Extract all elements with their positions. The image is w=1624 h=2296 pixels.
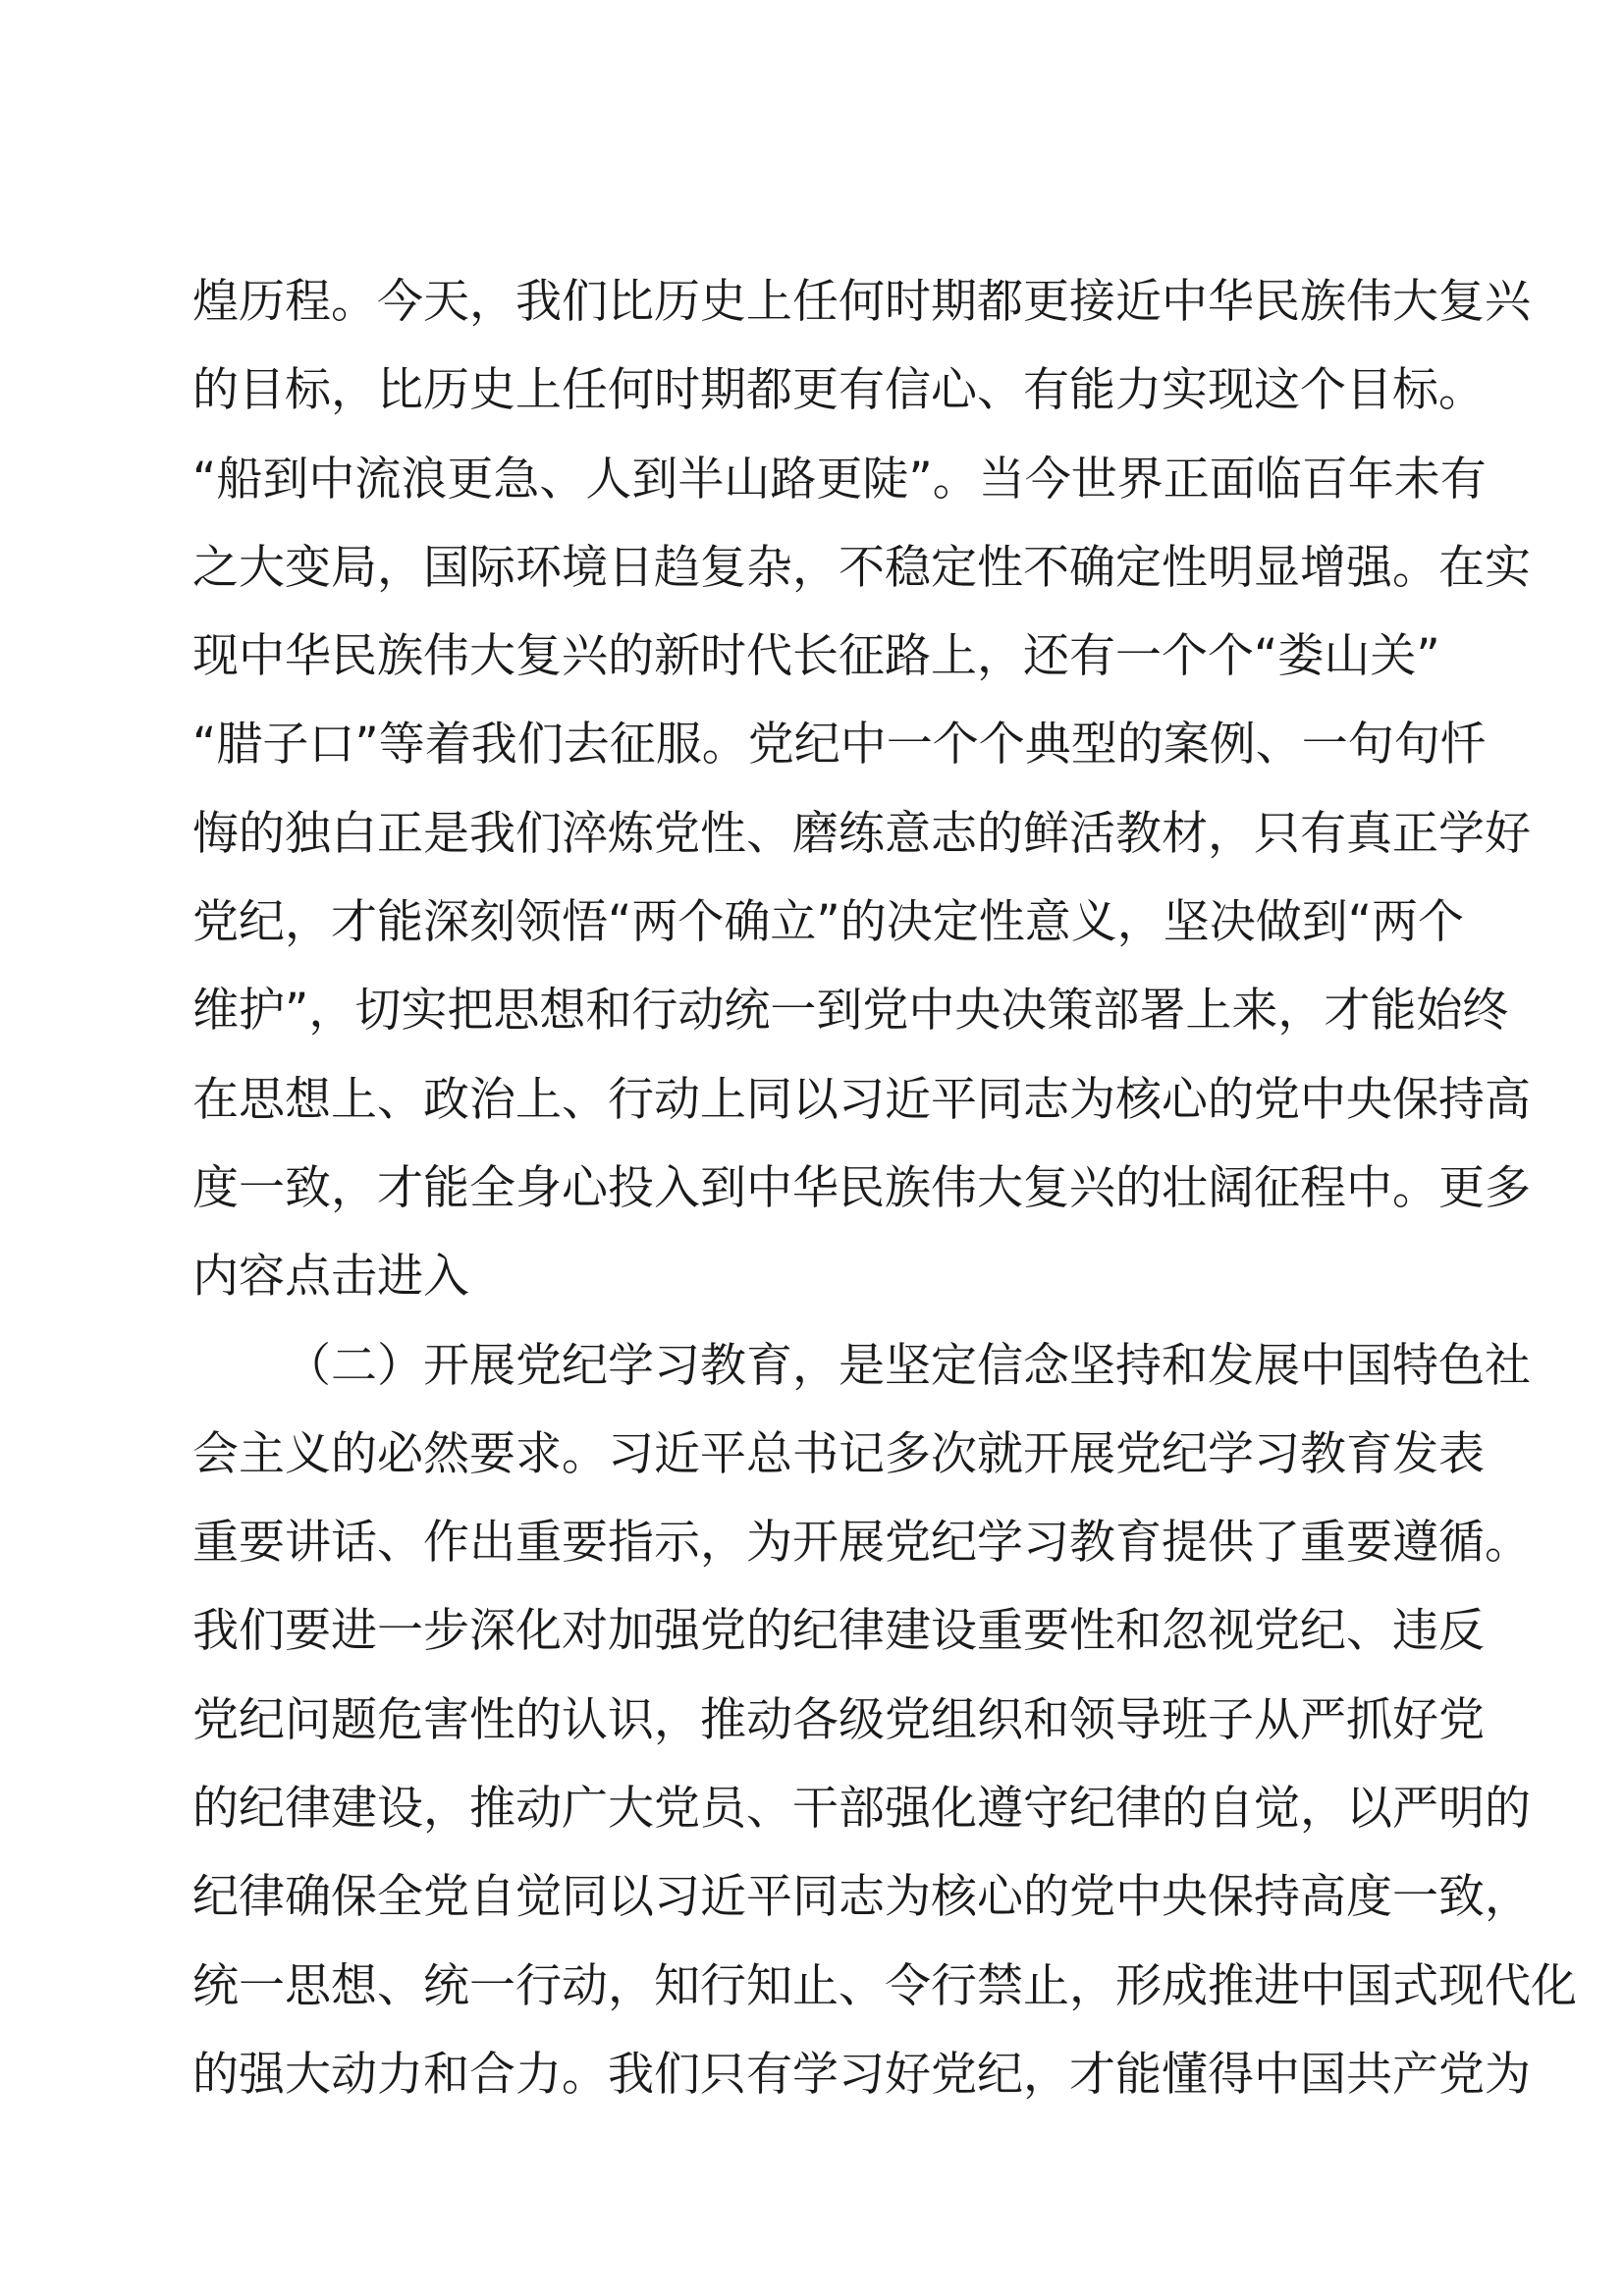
text-line: （二）开展党纪学习教育，是坚定信念坚持和发展中国特色社 (285, 1338, 1531, 1393)
text-line: 内容点击进入 (192, 1250, 469, 1305)
text-line: 的强大动力和合力。我们只有学习好党纪，才能懂得中国共产党为 (192, 2047, 1531, 2102)
text-line: 我们要进一步深化对加强党的纪律建设重要性和忽视党纪、违反 (192, 1604, 1485, 1659)
body-text (192, 258, 1577, 2119)
text-line: 党纪问题危害性的认识，推动各级党组织和领导班子从严抓好党 (192, 1692, 1485, 1747)
text-line: “腊子口”等着我们去征服。党纪中一个个典型的案例、一句句忏 (192, 718, 1487, 773)
text-line: “船到中流浪更急、人到半山路更陡”。当今世界正面临百年未有 (192, 452, 1487, 507)
text-line: 度一致，才能全身心投入到中华民族伟大复兴的壮阔征程中。更多 (192, 1160, 1531, 1215)
text-line: 党纪，才能深刻领悟“两个确立”的决定性意义，坚决做到“两个 (192, 895, 1465, 950)
text-line: 纪律确保全党自觉同以习近平同志为核心的党中央保持高度一致， (192, 1870, 1531, 1925)
text-line: 现中华民族伟大复兴的新时代长征路上，还有一个个“娄山关” (192, 629, 1440, 684)
text-line: 统一思想、统一行动，知行知止、令行禁止，形成推进中国式现代化 (192, 1958, 1577, 2013)
text-line: 煌历程。今天，我们比历史上任何时期都更接近中华民族伟大复兴 (192, 275, 1531, 329)
text-line: 的纪律建设，推动广大党员、干部强化遵守纪律的自觉，以严明的 (192, 1782, 1531, 1837)
text-line: 重要讲话、作出重要指示，为开展党纪学习教育提供了重要遵循。 (192, 1516, 1531, 1571)
text-line: 之大变局，国际环境日趋复杂，不稳定性不确定性明显增强。在实 (192, 540, 1531, 595)
text-line: 悔的独白正是我们淬炼党性、磨练意志的鲜活教材，只有真正学好 (192, 806, 1531, 861)
text-line: 在思想上、政治上、行动上同以习近平同志为核心的党中央保持高 (192, 1072, 1531, 1127)
text-line: 维护”，切实把思想和行动统一到党中央决策部署上来，才能始终 (192, 984, 1509, 1039)
text-line: 的目标，比历史上任何时期都更有信心、有能力实现这个目标。 (192, 363, 1485, 418)
text-line: 会主义的必然要求。习近平总书记多次就开展党纪学习教育发表 (192, 1426, 1485, 1481)
